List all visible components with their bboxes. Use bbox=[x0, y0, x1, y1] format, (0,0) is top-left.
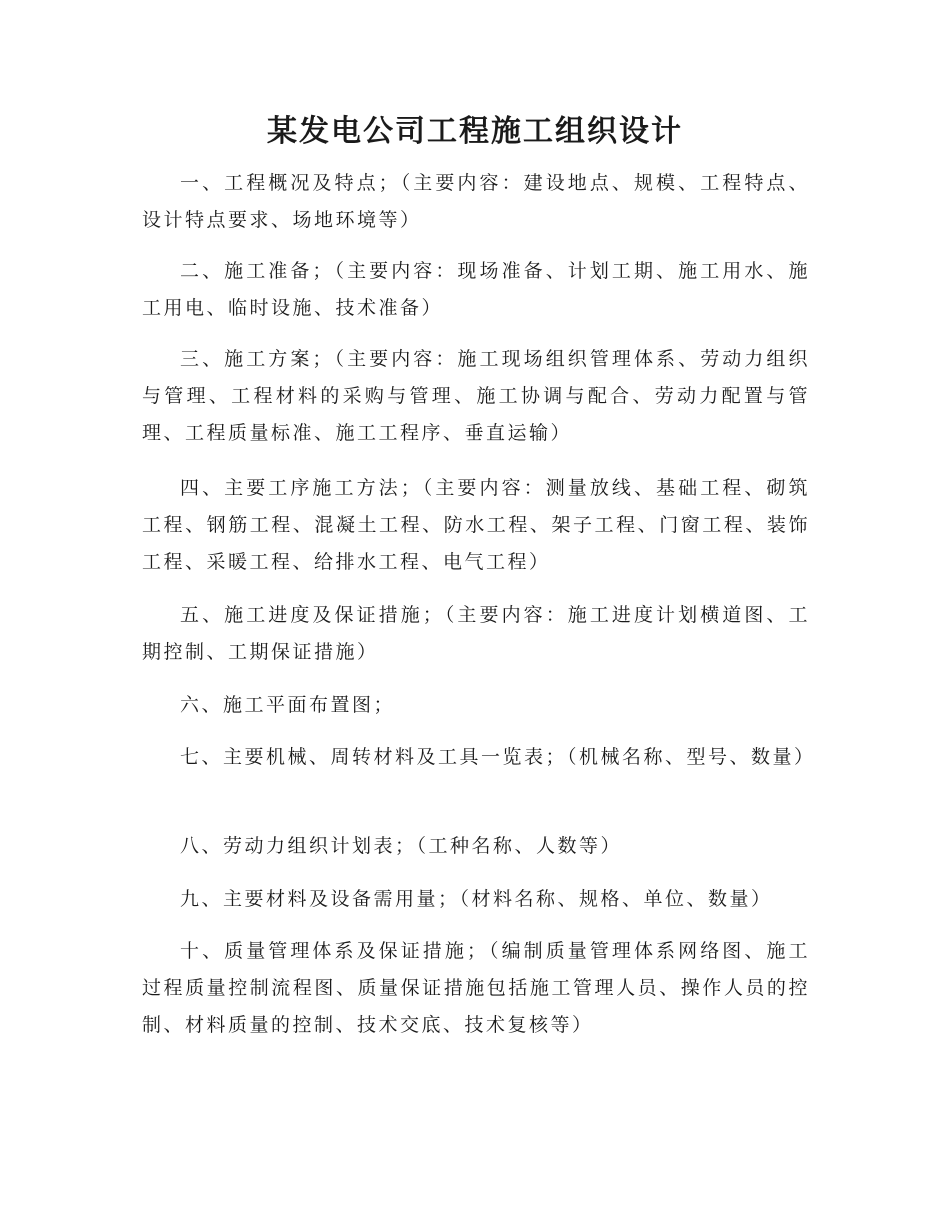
document-title: 某发电公司工程施工组织设计 bbox=[267, 114, 683, 149]
section-4: 四、主要工序施工方法；（主要内容：测量放线、基础工程、砌筑工程、钢筋工程、混凝土工程、防水工程、架子工程、门窗工程、装饰工程、采暖工程、给排水工程、电气工程） bbox=[142, 477, 810, 573]
section-7: 七、主要机械、周转材料及工具一览表；（机械名称、型号、数量） bbox=[180, 746, 816, 768]
section-10: 十、质量管理体系及保证措施；（编制质量管理体系网络图、施工过程质量控制流程图、质量保证措施包括施工管理人员、操作人员的控制、材料质量的控制、技术交底、技术复核等） bbox=[142, 940, 810, 1036]
section-1: 一、工程概况及特点；（主要内容：建设地点、规模、工程特点、设计特点要求、场地环境等） bbox=[142, 172, 810, 231]
section-2: 二、施工准备；（主要内容：现场准备、计划工期、施工用水、施工用电、临时设施、技术准备） bbox=[142, 260, 810, 319]
section-9: 九、主要材料及设备需用量；（材料名称、规格、单位、数量） bbox=[180, 888, 773, 910]
section-8: 八、劳动力组织计划表；（工种名称、人数等） bbox=[180, 835, 623, 857]
section-5: 五、施工进度及保证措施；（主要内容：施工进度计划横道图、工期控制、工期保证措施） bbox=[142, 604, 810, 663]
section-6: 六、施工平面布置图； bbox=[180, 694, 396, 716]
section-3: 三、施工方案；（主要内容：施工现场组织管理体系、劳动力组织与管理、工程材料的采购与管理、施工协调与配合、劳动力配置与管理、工程质量标准、施工工程序、垂直运输） bbox=[142, 348, 810, 444]
